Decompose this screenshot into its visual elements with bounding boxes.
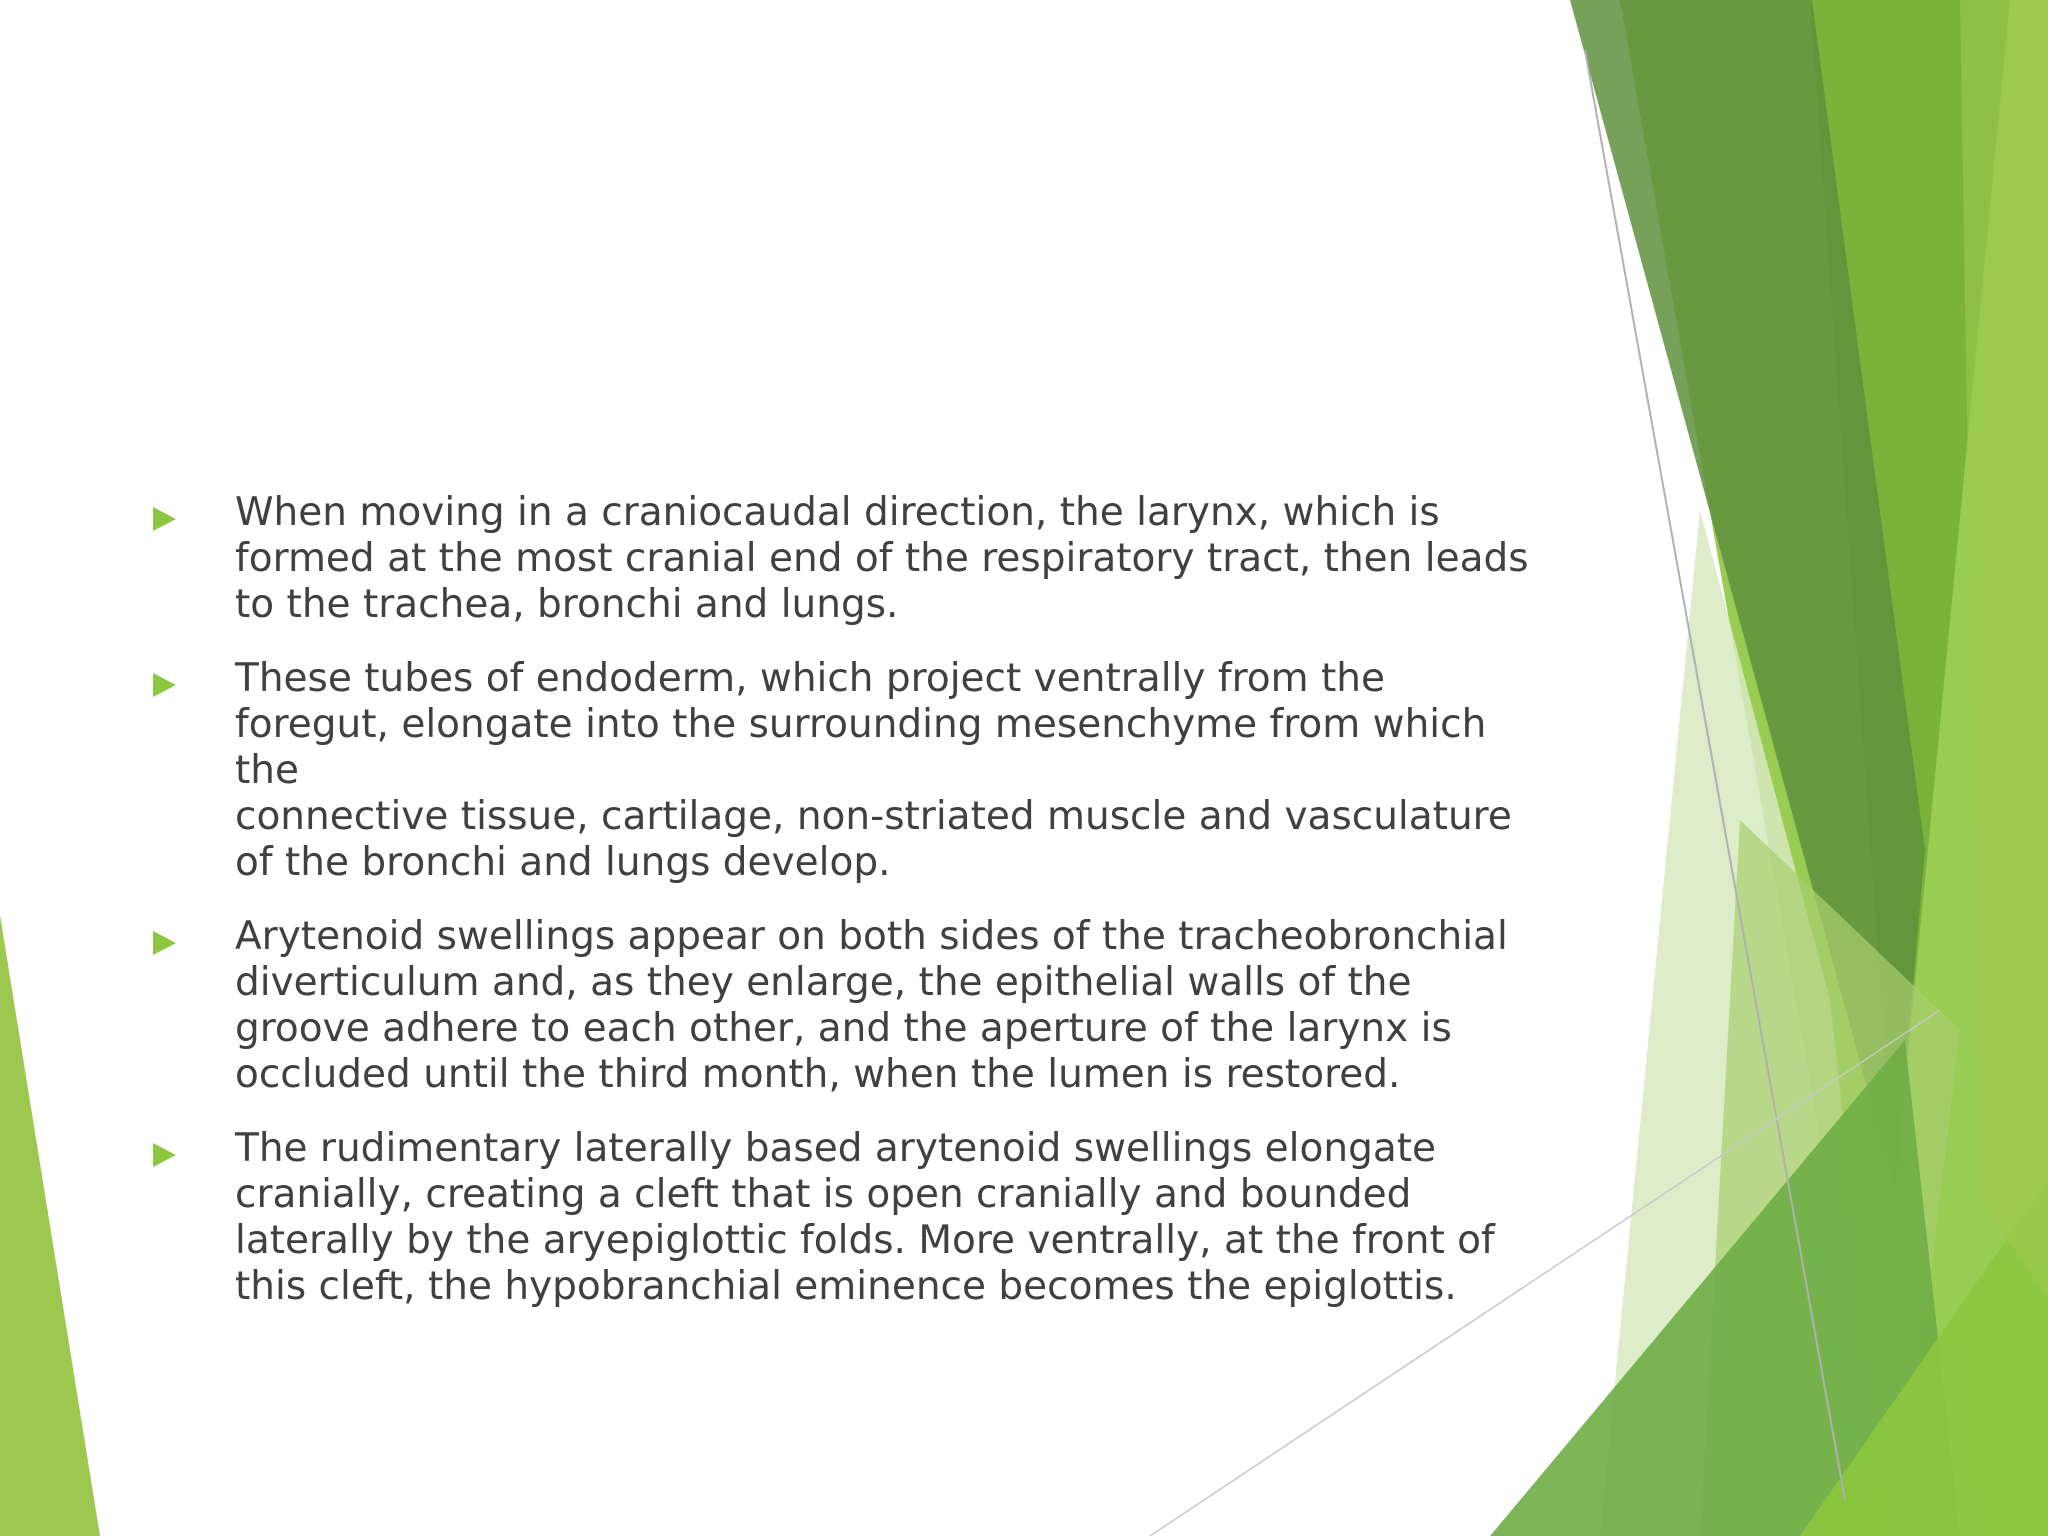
bullet-item [150,914,1550,1098]
bullet-item [150,1126,1550,1310]
bullet-item [150,490,1550,628]
bullet-text: The rudimentary laterally based arytenoid swellings elongate cranially, creating a cleft that is open cranially and bounded laterally by the aryepiglottic folds. More ventrally, at the front of this cleft, the hypobranchial eminence becomes the epiglottis. [235,1126,1495,1309]
bullet-text: When moving in a craniocaudal direction, the larynx, which is formed at the most cranial end of the respiratory tract, then leads to the trachea, bronchi and lungs. [235,490,1529,627]
triangle-right-icon [150,490,235,533]
bullet-item [150,656,1550,886]
bullet-list [150,490,1550,1338]
triangle-right-icon [150,1126,235,1169]
bullet-text: These tubes of endoderm, which project ventrally from the foregut, elongate into the surrounding mesenchyme from which the connective tissue, cartilage, non-striated muscle and vasculature of the bronchi and lungs develop. [235,656,1512,885]
triangle-right-icon [150,914,235,957]
triangle-right-icon [150,656,235,699]
left-green-sliver [0,915,100,1536]
bullet-text: Arytenoid swellings appear on both sides of the tracheobronchial diverticulum and, as they enlarge, the epithelial walls of the groove adhere to each other, and the aperture of the larynx is occluded until the third month, when the lumen is restored. [235,914,1508,1097]
